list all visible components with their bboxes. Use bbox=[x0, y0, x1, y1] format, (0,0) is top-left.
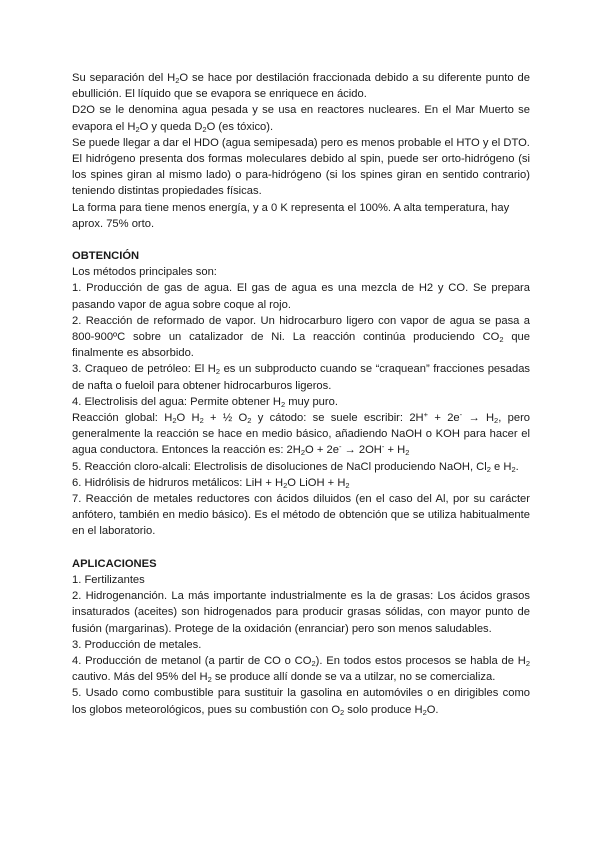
obtencion-method-4: 4. Electrolisis del agua: Permite obtener $H_2$ muy puro. bbox=[72, 395, 338, 409]
obtencion-heading: OBTENCIÓN bbox=[72, 250, 140, 263]
obtencion-method-4-reaction: Reacción global: $H_2O$ $H_2$ + ½ $O_2$ y cátodo: se suele escribir: $2H^+ + 2e^- \to H_2$, pero generalmente la reacción se hace en medio básico, añadiendo NaOH o KOH para hacer el agua conductora. Entonces la reacción es: $2H_2O + 2e^- \to 2OH^- + H_2$ bbox=[72, 410, 531, 458]
aplicaciones-item-4: 4. Producción de metanol (a partir de CO o $CO_2$). En todos estos procesos se habla de $H_2$ cautivo. Más del 95% del $H_2$ se produce allí donde se va a utilzar, no se comercializa. bbox=[72, 654, 530, 685]
document-body bbox=[72, 70, 530, 718]
intro-paragraph-para-form: La forma para tiene menos energía, y a 0 K representa el 100%. A alta temperatura, hay aprox. 75% orto. bbox=[72, 201, 510, 230]
obtencion-lead: Los métodos principales son: bbox=[72, 266, 217, 279]
aplicaciones-item-5: 5. Usado como combustible para sustituir la gasolina en automóviles o en dirigibles como los globos meteorológicos, pues su combustión con $O_2$ solo produce $H_2O$. bbox=[72, 687, 530, 717]
obtencion-method-2: 2. Reacción de reformado de vapor. Un hidrocarburo ligero con vapor de agua se pasa a 800-900ºC sobre un catalizador de Ni. La reacción continúa produciendo $CO_2$ que finalmente es absorbido. bbox=[72, 314, 531, 360]
intro-paragraph-spin: El hidrógeno presenta dos formas moleculares debido al spin, puede ser orto-hidrógeno (si los spines giran al mismo lado) o para-hidrógeno (si los spines giran en sentido contrario) teniendo distintas propiedades físicas. bbox=[72, 153, 530, 198]
obtencion-method-1: 1. Producción de gas de agua. El gas de agua es una mezcla de H2 y CO. Se prepara pasando vapor de agua sobre coque al rojo. bbox=[72, 282, 530, 311]
aplicaciones-item-1: 1. Fertilizantes bbox=[72, 573, 145, 586]
aplicaciones-item-3: 3. Producción de metales. bbox=[72, 638, 202, 651]
obtencion-method-3: 3. Craqueo de petróleo: El $H_2$ es un subproducto cuando se “craquean” fracciones pesadas de nafta o fueloil para obtener hidrocarburos ligeros. bbox=[72, 363, 531, 392]
intro-paragraph-hdo: Se puede llegar a dar el HDO (agua semipesada) pero es menos probable el HTO y el DTO. bbox=[72, 136, 530, 149]
obtencion-method-6: 6. Hidrólisis de hidruros metálicos: LiH + $H_2O$ LiOH + $H_2$ bbox=[72, 476, 350, 490]
intro-paragraph-separation: Su separación del $H_2O$ se hace por destilación fraccionada debido a su diferente punto de ebullición. El líquido que se evapora se enriquece en ácido. bbox=[72, 72, 531, 101]
obtencion-method-5: 5. Reacción cloro-alcali: Electrolisis de disoluciones de NaCl produciendo NaOH, $Cl_2$ e $H_2$. bbox=[72, 460, 519, 474]
intro-paragraph-heavy-water: D2O se le denomina agua pesada y se usa en reactores nucleares. En el Mar Muerto se evapora el $H_2O$ y queda $D_2O$ (es tóxico). bbox=[72, 104, 530, 134]
aplicaciones-item-2: 2. Hidrogenanción. La más importante industrialmente es la de grasas: Los ácidos grasos insaturados (aceites) son hidrogenados para producir grasas sólidas, con mayor punto de fusión (margarinas). Protege de la oxidación (enranciar) pero son menos saludables. bbox=[72, 590, 530, 635]
obtencion-method-7: 7. Reacción de metales reductores con ácidos diluidos (en el caso del Al, por su carácter anfótero, también en medio básico). Es el método de obtención que se utiliza habitualmente en el laboratorio. bbox=[72, 493, 530, 538]
aplicaciones-heading: APLICACIONES bbox=[72, 557, 157, 570]
